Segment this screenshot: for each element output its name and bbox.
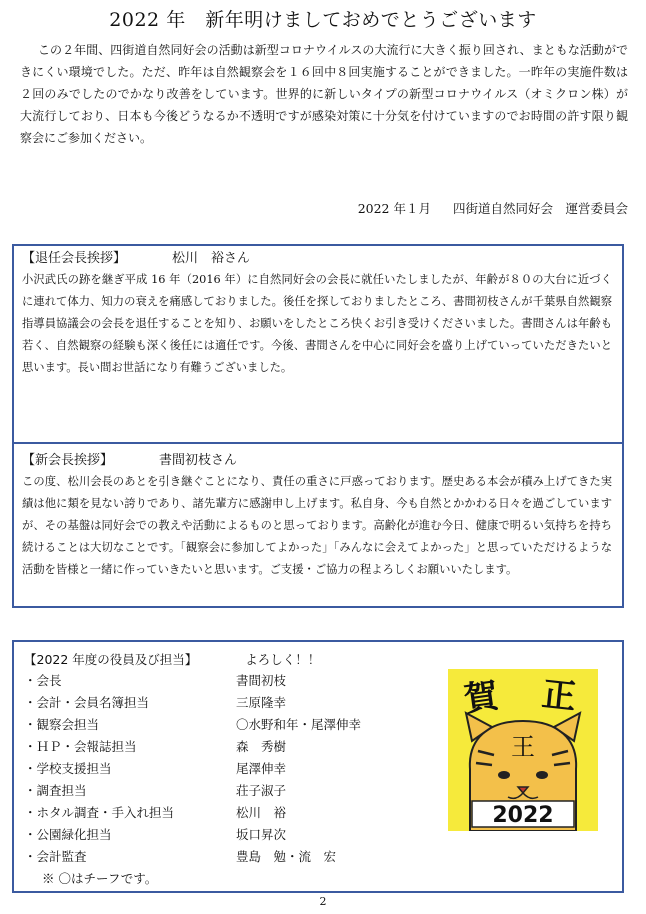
- officer-row: [24, 758, 434, 780]
- officers-greeting: よろしく！！: [245, 652, 321, 667]
- officer-row: [24, 824, 434, 846]
- retiring-name: 松川 裕さん: [172, 251, 251, 266]
- officer-roster: [24, 650, 434, 890]
- officer-person: 荘子淑子: [236, 783, 287, 798]
- officer-list: [24, 670, 434, 868]
- page-title: 2022 年 新年明けましておめでとうございます: [109, 9, 537, 31]
- officer-role: ・会長: [24, 673, 62, 688]
- officer-role: ・ＨＰ・会報誌担当: [24, 739, 137, 754]
- officer-row: [24, 692, 434, 714]
- kanji-ga: 賀: [461, 675, 501, 721]
- kanji-forehead: 王: [511, 733, 535, 761]
- new-president-box: [12, 444, 624, 608]
- officers-box: [12, 640, 624, 893]
- officer-row: [24, 736, 434, 758]
- officer-person: 〇水野和年・尾澤伸幸: [236, 717, 362, 732]
- officer-role: ・ホタル調査・手入れ担当: [24, 805, 175, 820]
- retiring-heading-line: [22, 249, 612, 269]
- tiger-drawing: [448, 669, 598, 831]
- officer-person: 森 秀樹: [236, 739, 287, 754]
- signature-date: 2022 年１月: [357, 201, 431, 216]
- kanji-sho: 正: [539, 674, 578, 718]
- officer-person: 尾澤伸幸: [236, 761, 287, 776]
- signature-line: [20, 200, 628, 218]
- officer-row: [24, 714, 434, 736]
- officer-person: 坂口昇次: [236, 827, 287, 842]
- officer-role: ・学校支援担当: [24, 761, 112, 776]
- nengajo-year: 2022: [492, 803, 554, 828]
- new-president-heading-line: [22, 451, 612, 471]
- chief-note: ※ 〇はチーフです。: [42, 871, 158, 886]
- retiring-heading: 【退任会長挨拶】: [22, 251, 127, 266]
- signature-org: 四街道自然同好会 運営委員会: [452, 201, 628, 216]
- page-number: 2: [319, 895, 327, 908]
- retiring-message: 小沢武氏の跡を継ぎ平成 16 年（2016 年）に自然同好会の会長に就任いたしましたが、年齢が８０の大台に近づくに連れて体力、知力の衰えを痛感しておりました。後任を探しておりましたところ、書間初枝さんが千葉県自然観察指導員協議会の会長を退任することを知り、お願いをしたところ快くお引き受けくださいました。書間さんは年齢も若く、自然観察の経験も深く後任には適任です。今後、書間さんを中心に同好会を盛り上げていっていただきたいと思います。長い間お世話になり有難うございました。: [22, 273, 612, 374]
- officer-person: 三原隆幸: [236, 695, 287, 710]
- new-year-tiger-illustration: [448, 669, 598, 831]
- officers-heading-line: [24, 650, 434, 670]
- officer-row: [24, 670, 434, 692]
- officer-role: ・観察会担当: [24, 717, 100, 732]
- officer-person: 松川 裕: [236, 805, 287, 820]
- officers-heading: 【2022 年度の役員及び担当】: [24, 652, 198, 667]
- new-president-message: この度、松川会長のあとを引き継ぐことになり、責任の重さに戸惑っております。歴史ある本会が積み上げてきた実績は他に類を見ない誇りであり、諸先輩方に感謝申し上げます。私自身、今も自然とかかわる日々を過ごしていますが、その基盤は同好会での教えや活動によるものと思っております。高齢化が進む今日、健康で明るい気持ちを持ち続けることは大切なことです。「観察会に参加してよかった」「みんなに会えてよかった」と思っていただけるような活動を皆様と一緒に作っていきたいと思います。ご支援・ご協力の程よろしくお願いいたします。: [22, 475, 612, 576]
- officer-row: [24, 802, 434, 824]
- officer-role: ・調査担当: [24, 783, 87, 798]
- officer-person: 豊島 勉・流 宏: [236, 849, 337, 864]
- tiger-left-eye: [498, 771, 510, 779]
- officer-person: 書間初枝: [236, 673, 287, 688]
- officer-role: ・会計・会員名簿担当: [24, 695, 150, 710]
- officer-role: ・会計監査: [24, 849, 87, 864]
- retiring-president-box: [12, 244, 624, 444]
- intro-paragraph: この２年間、四街道自然同好会の活動は新型コロナウイルスの大流行に大きく振り回され、まともな活動ができにくい環境でした。ただ、昨年は自然観察会を１６回中８回実施することができました。一昨年の実施件数は２回のみでしたのでかなり改善をしています。世界的に新しいタイプの新型コロナウイルス（オミクロン株）が大流行しており、日本も今後どうなるか不透明ですが感染対策に十分気を付けていますのでお時間の許す限り観察会にご参加ください。: [20, 43, 628, 145]
- new-president-heading: 【新会長挨拶】: [22, 453, 114, 468]
- new-president-name: 書間初枝さん: [159, 453, 238, 468]
- officer-role: ・公園緑化担当: [24, 827, 112, 842]
- officer-row: [24, 846, 434, 868]
- tiger-right-eye: [536, 771, 548, 779]
- officer-row: [24, 780, 434, 802]
